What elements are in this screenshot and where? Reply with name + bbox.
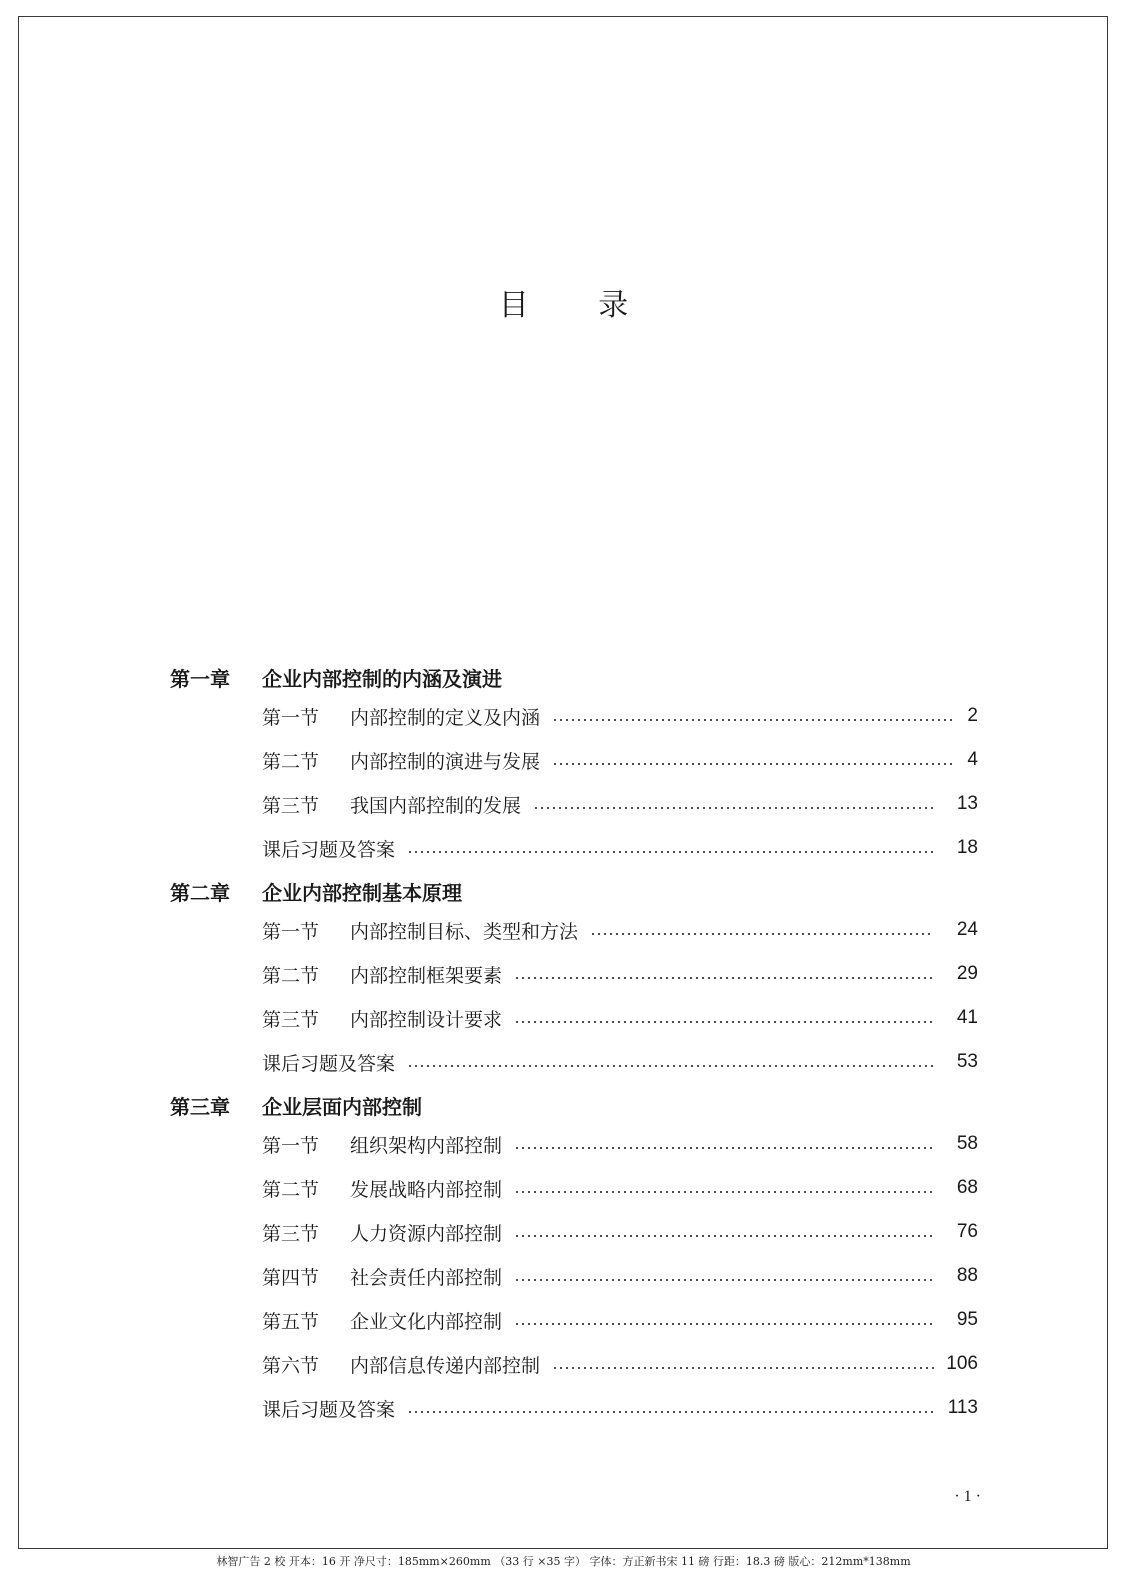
entry-title: 社会责任内部控制	[350, 1266, 503, 1289]
toc-title: 目 录	[498, 288, 659, 323]
entry-page-number: 18	[956, 837, 978, 858]
dot-leader	[407, 851, 934, 853]
entry-page-number: 2	[967, 705, 978, 726]
toc-entry[interactable]	[170, 908, 978, 952]
toc-entry[interactable]	[170, 1342, 978, 1386]
toc-entry[interactable]	[170, 952, 978, 996]
entry-title: 内部控制的演进与发展	[350, 750, 541, 773]
entry-page-number: 76	[956, 1221, 978, 1242]
entry-page-number: 68	[956, 1177, 978, 1198]
entry-title: 人力资源内部控制	[350, 1222, 503, 1245]
chapter-heading	[170, 874, 978, 908]
toc-entry[interactable]	[170, 826, 978, 870]
entry-section: 第二节	[262, 964, 320, 987]
toc-entry[interactable]	[170, 1210, 978, 1254]
entry-page-number: 106	[946, 1353, 978, 1374]
entry-section: 第三节	[262, 794, 320, 817]
entry-page-number: 53	[956, 1051, 978, 1072]
dot-leader	[407, 1065, 934, 1067]
dot-leader	[514, 1191, 934, 1193]
entry-section: 第一节	[262, 1134, 320, 1157]
entry-title: 企业文化内部控制	[350, 1310, 503, 1333]
entry-page-number: 113	[947, 1397, 978, 1418]
dot-leader	[552, 1367, 934, 1369]
entry-title: 内部控制目标、类型和方法	[350, 920, 579, 943]
entry-title: 组织架构内部控制	[350, 1134, 503, 1157]
entry-title: 课后习题及答案	[262, 838, 396, 861]
dot-leader	[514, 1323, 934, 1325]
entry-title: 内部控制的定义及内涵	[350, 706, 541, 729]
entry-page-number: 41	[956, 1007, 978, 1028]
entry-title: 课后习题及答案	[262, 1398, 396, 1421]
dot-leader	[552, 763, 956, 765]
entry-title: 内部控制设计要求	[350, 1008, 503, 1031]
chapter-heading	[170, 660, 978, 694]
dot-leader	[552, 719, 956, 721]
entry-page-number: 95	[956, 1309, 978, 1330]
toc-entry[interactable]	[170, 1298, 978, 1342]
dot-leader	[514, 1021, 934, 1023]
chapter-number: 第一章	[170, 666, 230, 691]
toc-entry[interactable]	[170, 996, 978, 1040]
toc-entry[interactable]	[170, 1122, 978, 1166]
toc-entry[interactable]	[170, 782, 978, 826]
entry-section: 第二节	[262, 750, 320, 773]
entry-page-number: 58	[956, 1133, 978, 1154]
toc-entry[interactable]	[170, 738, 978, 782]
dot-leader	[514, 1279, 934, 1281]
entry-section: 第二节	[262, 1178, 320, 1201]
chapter-title: 企业内部控制基本原理	[262, 880, 462, 905]
chapter-number: 第三章	[170, 1094, 230, 1119]
entry-title: 我国内部控制的发展	[350, 794, 522, 817]
entry-section: 第三节	[262, 1222, 320, 1245]
entry-section: 第一节	[262, 920, 320, 943]
entry-page-number: 24	[956, 919, 978, 940]
toc-entry[interactable]	[170, 694, 978, 738]
page-number: · 1 ·	[954, 1488, 981, 1505]
print-spec-footer: 林智广告 2 校 开本：16 开 净尺寸：185mm×260mm （33 行 ×35 字） 字体：方正新书宋 11 磅 行距：18.3 磅 版心：212mm*138mm	[216, 1555, 911, 1568]
toc-entry[interactable]	[170, 1386, 978, 1430]
entry-section: 第一节	[262, 706, 320, 729]
entry-page-number: 4	[967, 749, 978, 770]
chapter-title: 企业内部控制的内涵及演进	[262, 666, 502, 691]
entry-page-number: 88	[956, 1265, 978, 1286]
toc-entry[interactable]	[170, 1040, 978, 1084]
dot-leader	[514, 1147, 934, 1149]
entry-page-number: 29	[956, 963, 978, 984]
chapter-title: 企业层面内部控制	[262, 1094, 422, 1119]
entry-section: 第三节	[262, 1008, 320, 1031]
toc-list	[170, 660, 978, 1430]
entry-section: 第六节	[262, 1354, 320, 1377]
dot-leader	[514, 977, 934, 979]
entry-title: 内部信息传递内部控制	[350, 1354, 541, 1377]
dot-leader	[590, 933, 934, 935]
dot-leader	[407, 1411, 934, 1413]
dot-leader	[514, 1235, 934, 1237]
dot-leader	[533, 807, 934, 809]
chapter-heading	[170, 1088, 978, 1122]
entry-page-number: 13	[956, 793, 978, 814]
toc-entry[interactable]	[170, 1166, 978, 1210]
entry-title: 内部控制框架要素	[350, 964, 503, 987]
toc-entry[interactable]	[170, 1254, 978, 1298]
entry-section: 第五节	[262, 1310, 320, 1333]
entry-title: 课后习题及答案	[262, 1052, 396, 1075]
entry-title: 发展战略内部控制	[350, 1178, 503, 1201]
entry-section: 第四节	[262, 1266, 320, 1289]
chapter-number: 第二章	[170, 880, 230, 905]
